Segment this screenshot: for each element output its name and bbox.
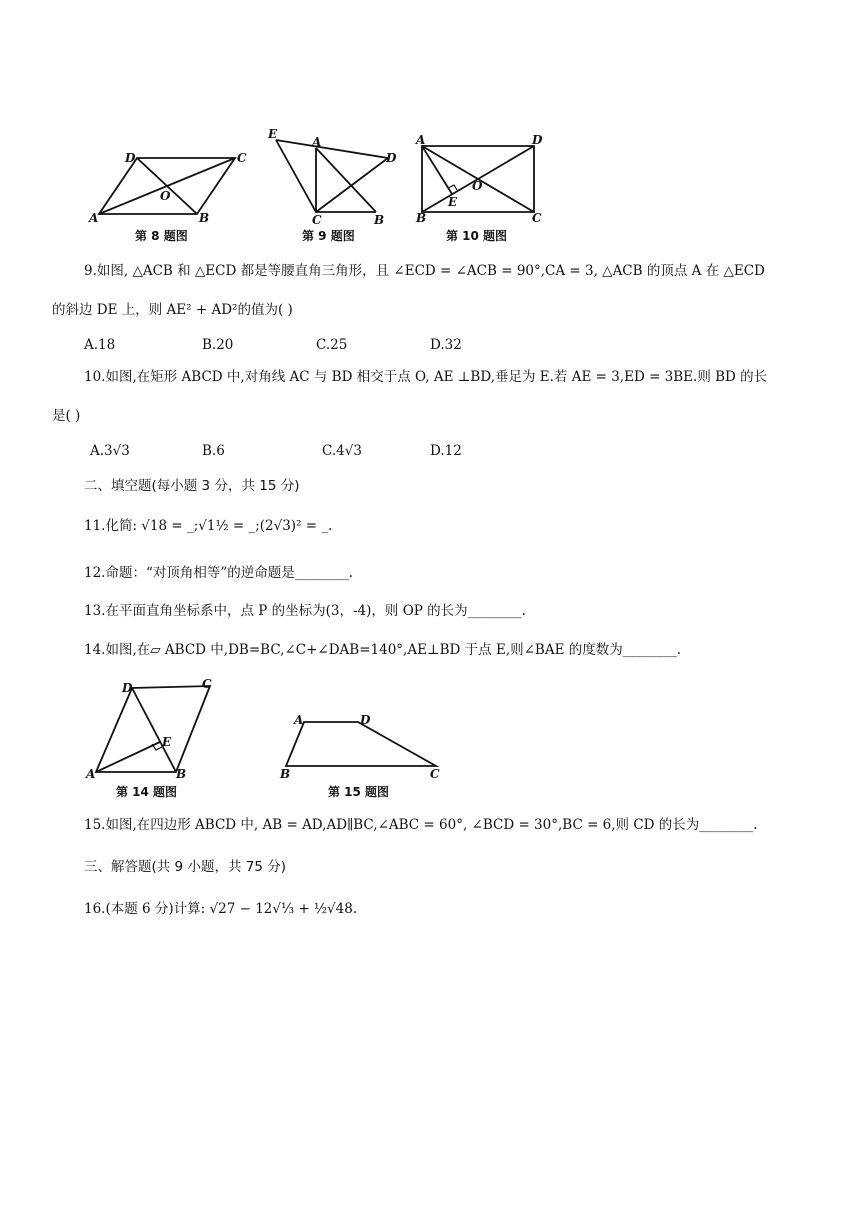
label-d: D [386, 151, 397, 165]
label-c: C [430, 767, 440, 781]
figure-10 [414, 134, 554, 246]
figure-8-caption: 第 8 题图 [135, 229, 188, 243]
question-9-line-2: 的斜边 DE 上，则 AE² + AD²的值为( ) [52, 302, 293, 318]
label-d: D [360, 713, 371, 727]
figure-8 [85, 148, 255, 248]
label-a: A [294, 713, 304, 727]
question-9-line-1: 9.如图, △ACB 和 △ECD 都是等腰直角三角形，且 ∠ECD = ∠ACB = 90°,CA = 3, △ACB 的顶点 A 在 △ECD [84, 263, 765, 279]
diagonal-ca [99, 158, 235, 214]
question-9-option-c: C.25 [316, 337, 348, 353]
question-9-option-a: A.18 [84, 337, 116, 353]
question-10-option-b: B.6 [202, 443, 225, 459]
figure-10-diagram [414, 134, 554, 246]
segment-ae [96, 742, 160, 772]
figure-15 [278, 710, 458, 804]
figure-14 [86, 676, 226, 804]
question-10-line-1: 10.如图,在矩形 ABCD 中,对角线 AC 与 BD 相交于点 O, AE ⊥BD,垂足为 E.若 AE = 3,ED = 3BE.则 BD 的长 [84, 369, 768, 385]
question-10-option-c: C.4√3 [322, 443, 362, 459]
label-a: A [89, 211, 99, 225]
question-10-line-2: 是( ) [52, 408, 81, 424]
question-15: 15.如图,在四边形 ABCD 中, AB = AD,AD∥BC,∠ABC = 60°, ∠BCD = 30°,BC = 6,则 CD 的长为________. [84, 817, 758, 833]
label-a: A [312, 135, 322, 149]
label-e: E [268, 127, 278, 141]
diagonal-db [132, 688, 176, 772]
section-2-heading: 二、填空题(每小题 3 分，共 15 分) [84, 478, 300, 494]
question-13: 13.在平面直角坐标系中，点 P 的坐标为(3，-4)，则 OP 的长为________. [84, 603, 526, 619]
label-c: C [312, 213, 322, 227]
label-b: B [374, 213, 385, 227]
label-c: C [532, 211, 542, 225]
figure-10-caption: 第 10 题图 [446, 229, 508, 243]
figure-14-caption: 第 14 题图 [116, 785, 178, 799]
label-c: C [202, 677, 212, 691]
question-9-option-b: B.20 [202, 337, 234, 353]
segment-ab [316, 148, 376, 212]
figure-15-caption: 第 15 题图 [328, 785, 390, 799]
label-d: D [125, 151, 136, 165]
figure-9-diagram [262, 128, 402, 246]
question-12: 12.命题：“对顶角相等”的逆命题是________. [84, 565, 354, 581]
label-b: B [280, 767, 291, 781]
label-b: B [199, 211, 210, 225]
label-d: D [122, 681, 133, 695]
label-o: O [472, 179, 483, 193]
figure-15-diagram [278, 710, 458, 804]
label-a: A [86, 767, 96, 781]
question-14: 14.如图,在▱ ABCD 中,DB=BC,∠C+∠DAB=140°,AE⊥BD 于点 E,则∠BAE 的度数为________. [84, 642, 682, 658]
quadrilateral-abcd [286, 722, 436, 766]
label-e: E [162, 735, 172, 749]
segment-ae [422, 146, 452, 194]
label-b: B [416, 211, 427, 225]
label-o: O [160, 189, 171, 203]
figure-14-diagram [86, 676, 226, 804]
figure-9 [262, 128, 402, 246]
question-10-option-d: D.12 [430, 443, 462, 459]
question-11: 11.化简: √18 = _;√1½ = _;(2√3)² = _. [84, 518, 333, 534]
question-10-option-a: A.3√3 [90, 443, 130, 459]
question-9-option-d: D.32 [430, 337, 462, 353]
triangle-ecd [276, 140, 388, 212]
figure-9-caption: 第 9 题图 [302, 229, 355, 243]
label-d: D [532, 133, 543, 147]
section-3-heading: 三、解答题(共 9 小题，共 75 分) [84, 859, 286, 875]
label-a: A [416, 133, 426, 147]
figure-8-diagram [85, 148, 255, 248]
label-e: E [448, 195, 458, 209]
label-c: C [237, 151, 247, 165]
question-16: 16.(本题 6 分)计算: √27 − 12√⅓ + ½√48. [84, 901, 358, 917]
label-b: B [176, 767, 187, 781]
